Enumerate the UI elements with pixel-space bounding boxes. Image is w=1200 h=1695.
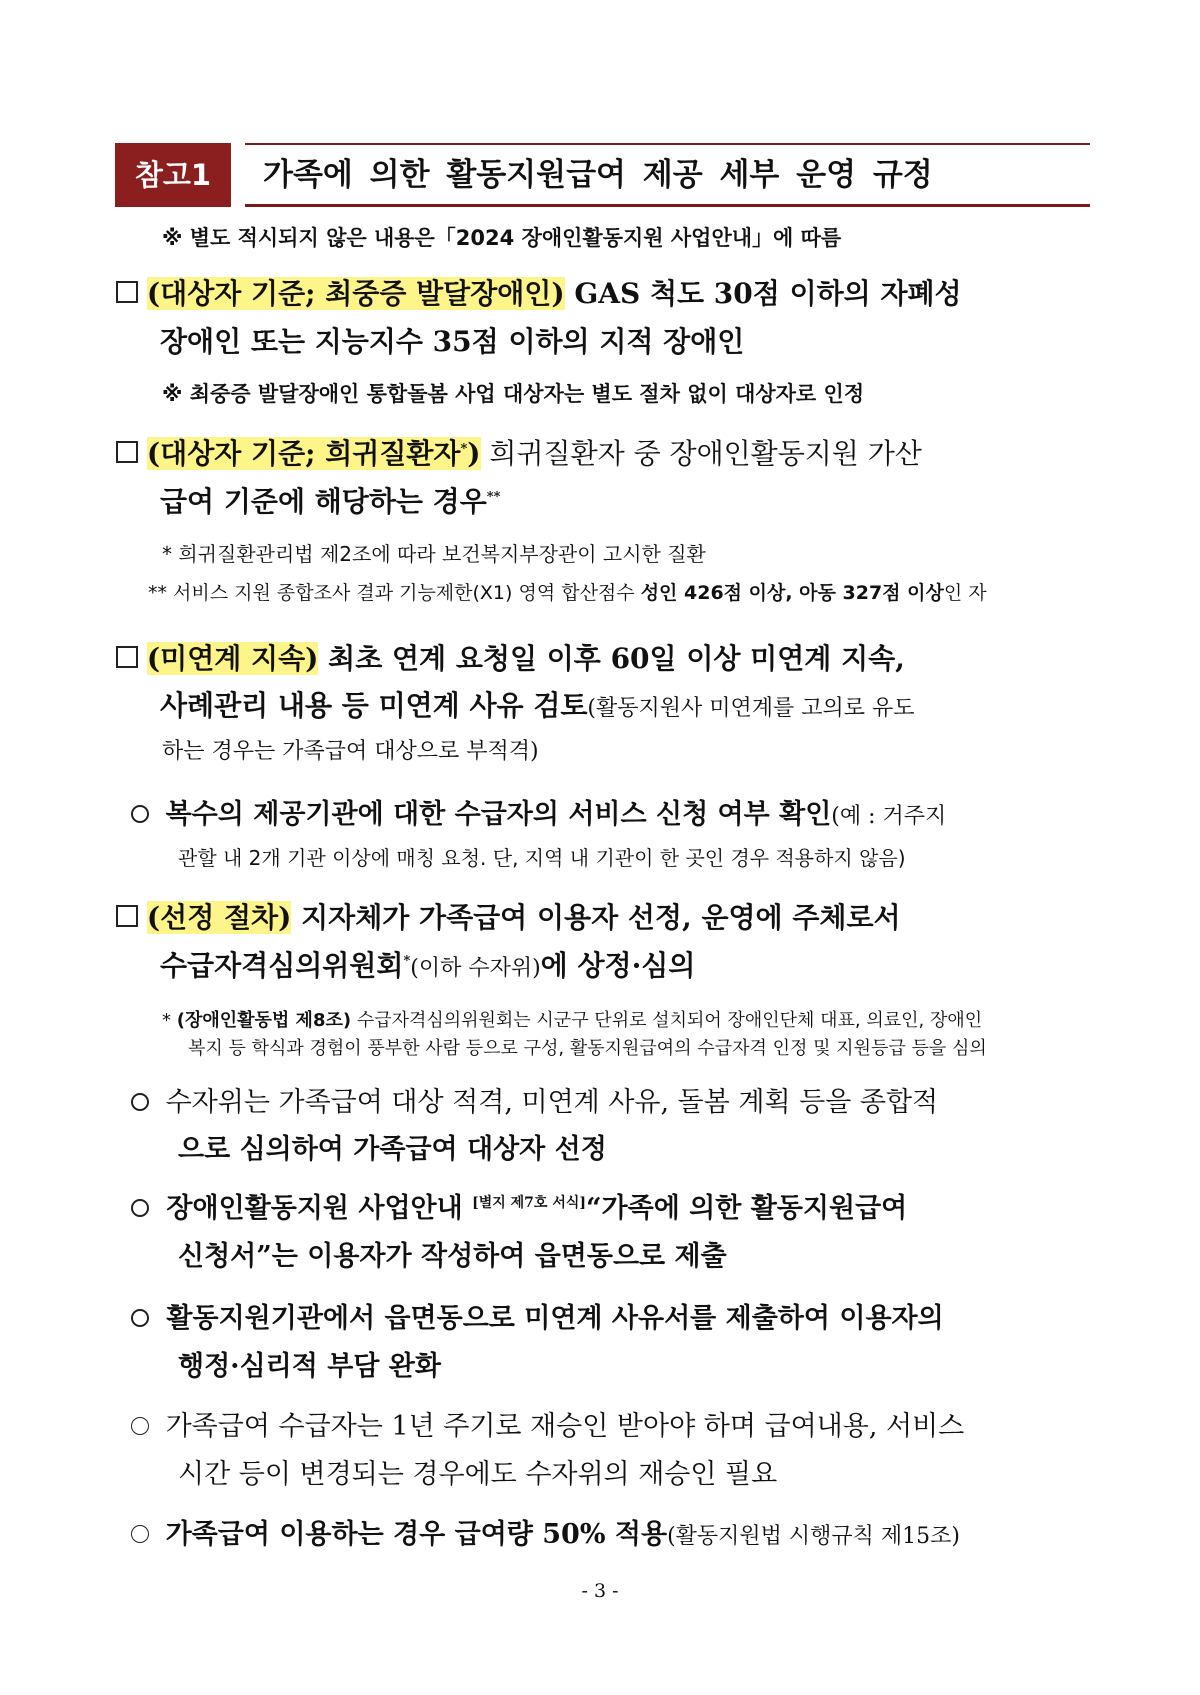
criteria-tag: (대상자 기준; 희귀질환자*) — [146, 437, 481, 470]
checkbox-icon — [116, 441, 138, 463]
page-title: 가족에 의한 활동지원급여 제공 세부 운영 규정 — [263, 157, 933, 193]
bullet-2-line-2: 신청서”는 이용자가 작성하여 읍면동으로 제출 — [178, 1241, 727, 1272]
section-1-note: ※ 최중증 발달장애인 통합돌봄 사업 대상자는 별도 절차 없이 대상자로 인정 — [162, 382, 865, 406]
bullet-2: 장애인활동지원 사업안내 [별지 제7호 서식]“가족에 의한 활동지원급여 — [131, 1186, 907, 1225]
bullet-circle-icon — [131, 1417, 149, 1435]
section-2-line-2: 급여 기준에 해당하는 경우** — [160, 485, 501, 518]
criteria-tag: (선정 절차) — [146, 901, 292, 934]
top-note: ※ 별도 적시되지 않은 내용은「2024 장애인활동지원 사업안내」에 따름 — [162, 226, 842, 250]
section-header — [115, 143, 1090, 207]
section-2-footnote-2: ** 서비스 지원 종합조사 결과 기능제한(X1) 영역 합산점수 성인 426점 이상, 아동 327점 이상인 자 — [148, 582, 987, 604]
section-4-footnote: * (장애인활동법 제8조) 수급자격심의위원회는 시군구 단위로 설치되어 장애인단체 대표, 의료인, 장애인 — [162, 1010, 983, 1031]
section-3-subitem-line-2: 관할 내 2개 기관 이상에 매칭 요청. 단, 지역 내 기관이 한 곳인 경우 적용하지 않음) — [178, 846, 906, 870]
checkbox-icon — [116, 905, 138, 927]
bullet-4-line-2: 시간 등이 변경되는 경우에도 수자위의 재승인 필요 — [178, 1459, 778, 1490]
bullet-circle-icon — [131, 1093, 149, 1111]
checkbox-icon — [116, 281, 138, 303]
bullet-circle-icon — [131, 1525, 149, 1543]
section-4-text: 지자체가 가족급여 이용자 선정, 운영에 주체로서 — [291, 901, 901, 934]
section-1-line-2: 장애인 또는 지능지수 35점 이하의 지적 장애인 — [160, 325, 745, 358]
bullet-3: 활동지원기관에서 읍면동으로 미연계 사유서를 제출하여 이용자의 — [131, 1296, 944, 1335]
bullet-4: 가족급여 수급자는 1년 주기로 재승인 받아야 하며 급여내용, 서비스 — [131, 1404, 964, 1443]
section-1-line-1 — [116, 272, 962, 312]
section-2-text: 희귀질환자 중 장애인활동지원 가산 — [480, 437, 922, 470]
section-2-line-1 — [116, 432, 922, 472]
section-3-line-3: 하는 경우는 가족급여 대상으로 부적격) — [162, 739, 539, 764]
bullet-circle-icon — [131, 1309, 149, 1327]
section-1-text: GAS 척도 30점 이하의 자폐성 — [564, 277, 962, 310]
criteria-tag: (대상자 기준; 최중증 발달장애인) — [146, 277, 565, 310]
section-3-line-2: 사례관리 내용 등 미연계 사유 검토(활동지원사 미연계를 고의로 유도 — [160, 689, 915, 722]
bullet-1-line-2: 으로 심의하여 가족급여 대상자 선정 — [178, 1134, 607, 1165]
bullet-circle-icon — [131, 1199, 149, 1217]
section-2-footnote-1: * 희귀질환관리법 제2조에 따라 보건복지부장관이 고시한 질환 — [162, 542, 706, 566]
reference-badge: 참고1 — [115, 143, 231, 207]
bullet-5: 가족급여 이용하는 경우 급여량 50% 적용(활동지원법 시행규칙 제15조) — [131, 1512, 960, 1551]
bullet-3-line-2: 행정·심리적 부담 완화 — [178, 1351, 441, 1382]
page-number: - 3 - — [581, 1580, 619, 1602]
criteria-tag: (미연계 지속) — [146, 642, 319, 675]
bullet-circle-icon — [131, 805, 149, 823]
section-4-footnote-line-2: 복지 등 학식과 경험이 풍부한 사람 등으로 구성, 활동지원급여의 수급자격 인정 및 지원등급 등을 심의 — [188, 1038, 987, 1059]
section-4-line-2: 수급자격심의위원회*(이하 수자위)에 상정·심의 — [160, 949, 696, 982]
section-3-line-1 — [116, 637, 905, 677]
section-3-text: 최초 연계 요청일 이후 60일 이상 미연계 지속, — [318, 642, 905, 675]
checkbox-icon — [116, 646, 138, 668]
section-4-line-1 — [116, 896, 901, 936]
bullet-1: 수자위는 가족급여 대상 적격, 미연계 사유, 돌봄 계획 등을 종합적 — [131, 1080, 938, 1119]
section-3-subitem: 복수의 제공기관에 대한 수급자의 서비스 신청 여부 확인(예 : 거주지 — [131, 792, 946, 831]
